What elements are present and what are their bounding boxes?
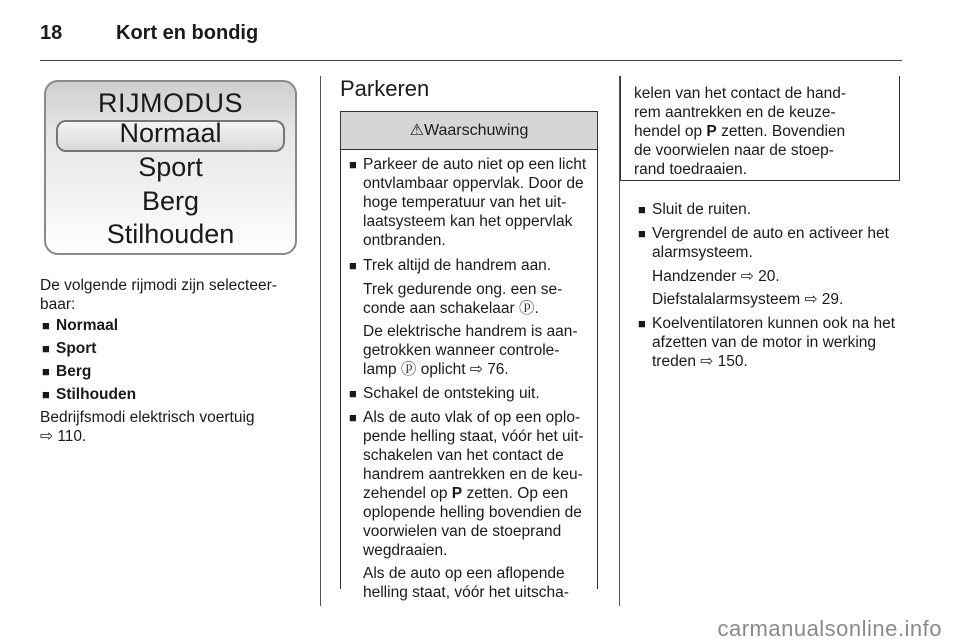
warning-text: laatsysteem kan het oppervlak: [363, 213, 573, 230]
mode-item: Berg: [56, 363, 92, 380]
reference-icon: ⇨: [40, 428, 53, 445]
warning-text: getrokken wanneer controle-: [363, 342, 560, 359]
warning-text: Trek gedurende ong. een se-: [363, 281, 563, 298]
section-heading: Parkeren: [340, 76, 430, 101]
mode-item: Normaal: [56, 317, 119, 334]
warning-header: ⚠Waarschuwing: [341, 112, 597, 150]
warning-text: wegdraaien.: [363, 542, 448, 559]
warning-text: voorwielen van de stoeprand: [363, 523, 562, 540]
page-title: Kort en bondig: [116, 22, 259, 44]
bullet-icon: ■: [349, 157, 357, 172]
reference-icon: ⇨: [469, 361, 483, 378]
list-item: Sluit de ruiten.: [652, 201, 752, 218]
warning-text: oplopende helling bovendien de: [363, 504, 582, 521]
warning-text: ontbranden.: [363, 232, 446, 249]
warning-text: Als de auto vlak of op een oplo-: [363, 409, 581, 426]
mode-item: Stilhouden: [56, 386, 137, 403]
header-divider: [40, 60, 902, 61]
page-number: 18: [40, 22, 63, 44]
display-option: Normaal: [119, 118, 222, 148]
parking-brake-icon: ⓟ: [518, 300, 535, 317]
warning-text: rand toedraaien.: [634, 161, 747, 178]
warning-text: rem aantrekken en de keuze-: [634, 104, 836, 121]
warning-text: Schakel de ontsteking uit.: [363, 385, 540, 402]
warning-text: handrem aantrekken en de keu-: [363, 466, 583, 483]
reference-icon: ⇨: [740, 268, 754, 285]
warning-text: hoge temperatuur van het uit-: [363, 194, 567, 211]
list-item: Handzender ⇨ 20.: [652, 268, 780, 285]
bullet-icon: ■: [42, 341, 50, 356]
mode-item: Sport: [56, 340, 97, 357]
warning-text: Als de auto op een aflopende: [363, 565, 565, 582]
drive-mode-display: [44, 80, 297, 255]
warning-text: ontvlambaar oppervlak. Door de: [363, 175, 584, 192]
warning-text: helling staat, vóór het uitscha-: [363, 584, 569, 601]
control-lamp-icon: ⓟ: [400, 361, 417, 378]
list-item: Diefstalalarmsysteem ⇨ 29.: [652, 291, 844, 308]
warning-text: De elektrische handrem is aan-: [363, 323, 578, 340]
bullet-icon: ■: [638, 202, 646, 217]
display-option: Sport: [138, 152, 203, 182]
warning-text: conde aan schakelaar ⓟ.: [363, 300, 539, 317]
display-option: Berg: [141, 186, 200, 216]
warning-text: kelen van het contact de hand-: [634, 85, 846, 102]
reference-icon: ⇨: [700, 353, 714, 370]
watermark: carmanualsonline.info: [717, 616, 942, 641]
list-item: treden ⇨ 150.: [652, 353, 748, 370]
warning-text: pende helling staat, vóór het uit-: [363, 428, 584, 445]
list-item: alarmsysteem.: [652, 244, 753, 261]
note-ref: ⇨ 110.: [40, 428, 87, 445]
reference-icon: ⇨: [804, 291, 818, 308]
bullet-icon: ■: [638, 226, 646, 241]
warning-text: de voorwielen naar de stoep-: [634, 142, 834, 159]
list-item: Vergrendel de auto en activeer het: [652, 225, 889, 242]
bullet-icon: ■: [349, 410, 357, 425]
warning-text: schakelen van het contact de: [363, 447, 564, 464]
list-item: Koelventilatoren kunnen ook na het: [652, 315, 896, 332]
list-item: afzetten van de motor in werking: [652, 334, 877, 351]
note-text: Bedrijfsmodi elektrisch voertuig: [40, 409, 255, 426]
display-title: RIJMODUS: [98, 88, 243, 118]
warning-text: lamp ⓟ oplicht ⇨ 76.: [363, 361, 509, 378]
warning-text: Trek altijd de handrem aan.: [363, 257, 552, 274]
bullet-icon: ■: [638, 316, 646, 331]
bullet-icon: ■: [42, 387, 50, 402]
column-divider: [320, 76, 321, 606]
display-option: Stilhouden: [106, 219, 235, 249]
intro-text: De volgende rijmodi zijn selecteer-: [40, 277, 277, 294]
warning-text: hendel op P zetten. Bovendien: [634, 123, 846, 140]
bullet-icon: ■: [42, 364, 50, 379]
warning-text: Parkeer de auto niet op een licht: [363, 156, 587, 173]
bullet-icon: ■: [349, 258, 357, 273]
bullet-icon: ■: [349, 386, 357, 401]
warning-triangle-icon: ⚠: [409, 122, 424, 139]
warning-text: zehendel op P zetten. Op een: [363, 485, 569, 502]
bullet-icon: ■: [42, 318, 50, 333]
intro-text: baar:: [40, 296, 76, 313]
